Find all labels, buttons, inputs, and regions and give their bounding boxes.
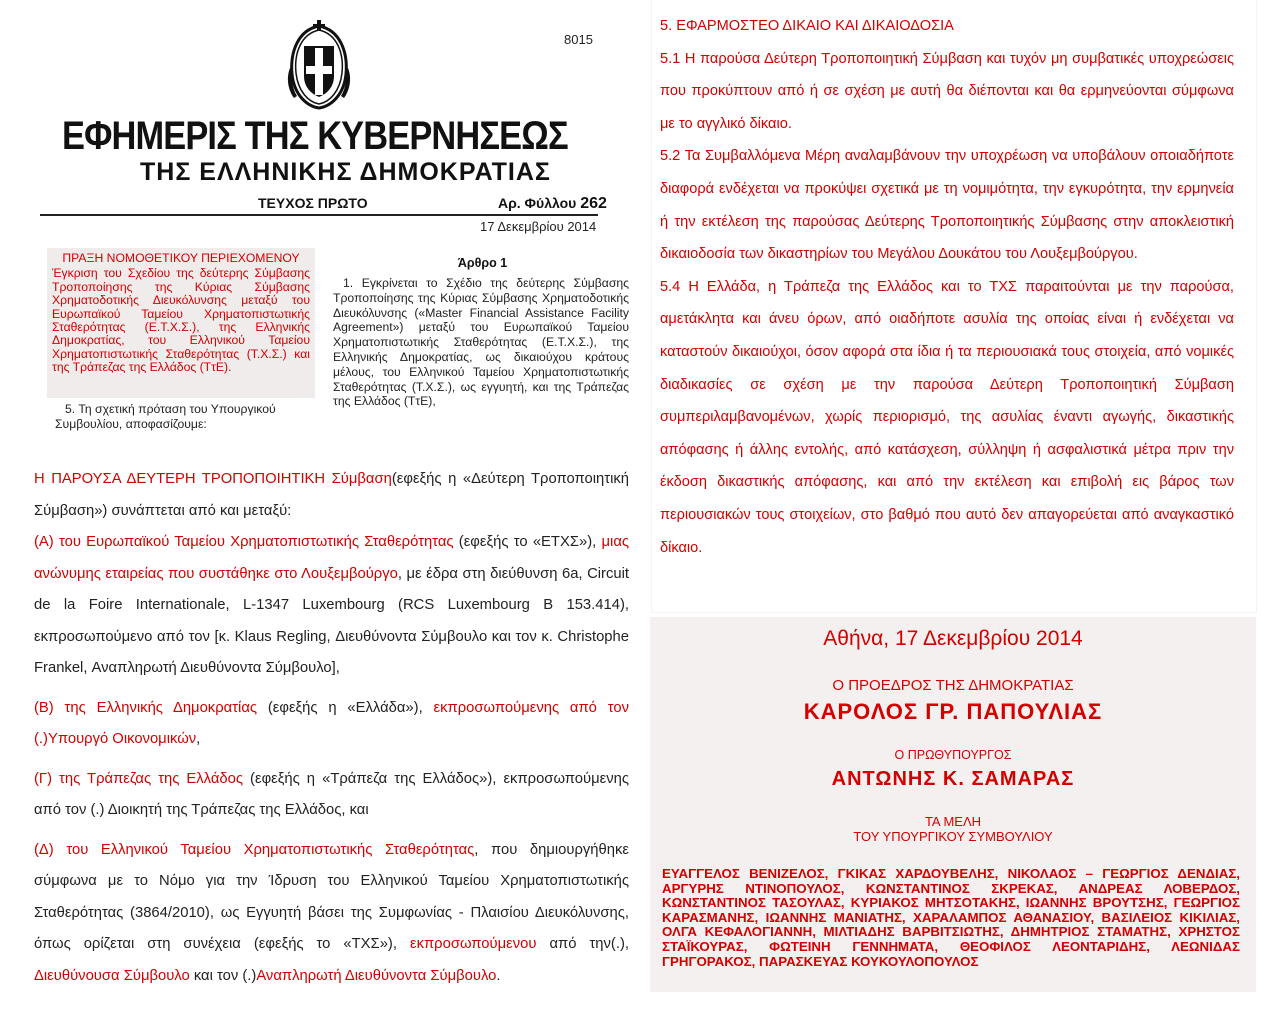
act-body: Έγκριση του Σχεδίου της δεύτερης Σύμβασης Τροποποίησης της Κύριας Σύμβασης Χρηματοδοτικής Διευκόλυνσης μεταξύ του Ευρωπαϊκού Ταμείου Χρηματοπιστωτικής Σταθερότητας (Ε.Τ.Χ.Σ.), της Ελληνικής Δημοκρατίας, του Ελληνικού Ταμείου Χρηματοπιστωτικής Σταθερότητας (Τ.Χ.Σ.) και της Τράπεζας της Ελλάδος (ΤτΕ). <box>52 266 310 375</box>
party-d-ceo: Διευθύνουσα Σύμβουλο <box>34 967 190 984</box>
law-clause-text <box>660 14 1234 564</box>
contract-intro <box>34 464 629 527</box>
article-title: Άρθρο 1 <box>457 256 508 270</box>
clause-5-2: 5.2 Τα Συμβαλλόμενα Μέρη αναλαμβάνουν την υποχρέωση να υποβάλουν οποιαδήποτε διαφορά ενδέχεται να προκύψει σχετικά με τη νομιμότητα, την εγκυρότητα, την ερμηνεία ή την εκτέλεση της παρούσας Δεύτερης Τροποποιητικής Σύμβασης στην αποκλειστική δικαιοδοσία των δικαστηρίων του Μεγάλου Δουκάτου του Λουξεμβούργου. <box>660 148 1234 263</box>
sheet-number: 262 <box>580 195 607 212</box>
party-d-and: και τον (.) <box>189 967 257 984</box>
party-d <box>34 835 629 993</box>
gazette-header <box>30 18 610 240</box>
party-c <box>34 764 629 827</box>
members-heading-2: ΤΟΥ ΥΠΟΥΡΓΙΚΟΥ ΣΥΜΒΟΥΛΙΟΥ <box>853 829 1053 844</box>
cabinet-members-list: ΕΥΑΓΓΕΛΟΣ ΒΕΝΙΖΕΛΟΣ, ΓΚΙΚΑΣ ΧΑΡΔΟΥΒΕΛΗΣ, ΝΙΚΟΛΑΟΣ – ΓΕΩΡΓΙΟΣ ΔΕΝΔΙΑΣ, ΑΡΓΥΡΗΣ ΝΤΙΝΟΠΟΥΛΟΣ, ΚΩΝΣΤΑΝΤΙΝΟΣ ΣΚΡΕΚΑΣ, ΑΝΔΡΕΑΣ ΛΟΒΕΡΔΟΣ, ΚΩΝΣΤΑΝΤΙΝΟΣ ΤΑΣΟΥΛΑΣ, ΚΥΡΙΑΚΟΣ ΜΗΤΣΟΤΑΚΗΣ, ΙΩΑΝΝΗΣ ΒΡΟΥΤΣΗΣ, ΓΕΩΡΓΙΟΣ ΚΑΡΑΣΜΑΝΗΣ, ΙΩΑΝΝΗΣ ΜΑΝΙΑΤΗΣ, ΧΑΡΑΛΑΜΠΟΣ ΑΘΑΝΑΣΙΟΥ, ΒΑΣΙΛΕΙΟΣ ΚΙΚΙΛΙΑΣ, ΟΛΓΑ ΚΕΦΑΛΟΓΙΑΝΝΗ, ΜΙΛΤΙΑΔΗΣ ΒΑΡΒΙΤΣΙΩΤΗΣ, ΔΗΜΗΤΡΙΟΣ ΣΤΑΜΑΤΗΣ, ΧΡΗΣΤΟΣ ΣΤΑΪΚΟΥΡΑΣ, ΦΩΤΕΙΝΗ ΓΕΝΝΗΜΑΤΑ, ΘΕΟΦΙΛΟΣ ΛΕΟΝΤΑΡΙΔΗΣ, ΛΕΩΝΙΔΑΣ ΓΡΗΓΟΡΑΚΟΣ, ΠΑΡΑΣΚΕΥΑΣ ΚΟΥΚΟΥΛΟΠΟΥΛΟΣ <box>662 866 1240 969</box>
party-b-name: (Β) της Ελληνικής Δημοκρατίας <box>34 699 257 716</box>
greek-coat-of-arms-icon <box>284 18 354 114</box>
president-title: Ο ΠΡΟΕΔΡΟΣ ΤΗΣ ΔΗΜΟΚΡΑΤΙΑΣ <box>832 677 1074 694</box>
party-a-name: (Α) του Ευρωπαϊκού Ταμείου Χρηματοπιστωτικής Σταθερότητας <box>34 534 454 550</box>
header-rule <box>40 214 598 216</box>
prime-minister-name: ΑΝΤΩΝΗΣ Κ. ΣΑΜΑΡΑΣ <box>831 768 1075 790</box>
party-b-representative: εκπροσωπούμενης από τον (.)Υπουργό Οικονομικών <box>34 699 629 747</box>
contract-intro-emphasis: Η ΠΑΡΟΥΣΑ ΔΕΥΤΕΡΗ ΤΡΟΠΟΠΟΙΗΤΙΚΗ Σύμβαση <box>34 471 392 487</box>
party-d-details: , που δημιουργήθηκε σύμφωνα με το Νόμο για την Ίδρυση του Ελληνικού Ταμείου Χρηματοπιστωτικής Σταθερότητας (3864/2010), ως Εγγυητή βάσει της Συμφωνίας - Πλαισίου Διευκόλυνσης, όπως ορίζεται στη συνέχεια (εφεξής το «ΤΧΣ»), <box>34 841 629 952</box>
party-d-represented: εκπροσωπούμενου <box>409 936 537 952</box>
members-heading-1: ΤΑ ΜΕΛΗ <box>924 814 982 829</box>
contract-text <box>34 464 629 992</box>
act-heading: ΠΡΑΞΗ ΝΟΜΟΘΕΤΙΚΟΥ ΠΕΡΙΕΧΟΜΕΝΟΥ <box>62 251 300 265</box>
party-a-type: μιας ανώνυμης εταιρείας που συστάθηκε στο Λουξεμβούργο <box>34 534 630 582</box>
signing-date: Αθήνα, 17 Δεκεμβρίου 2014 <box>823 627 1083 650</box>
party-b <box>34 693 629 756</box>
clause-5-4: 5.4 Η Ελλάδα, η Τράπεζα της Ελλάδος και το ΤΧΣ παραιτούνται με την παρούσα, αμετάκλητα και άνευ όρων, από οιαδήποτε ασυλία της οποίας είναι ή ενδέχεται να καταστούν δικαιούχοι, όσον αφορά στα ίδια ή τα περιουσιακά τους στοιχεία, από νομικές διαδικασίες σε σχέση με την παρούσα Δεύτερη Τροποποιητική Σύμβαση συμπεριλαμβανομένων, χωρίς περιορισμό, της ασυλίας έναντι αγωγής, δικαστικής απόφασης ή άλλης εντολής, από κατάσχεση, σύλληψη ή ασφαλιστικά μέτρα πριν την έκδοση δικαστικής απόφασης, και από την εκτέλεση και επιβολή εις βάρος των περιουσιακών τους στοιχείων, στο βαθμό που αυτό δεν απαγορεύεται από αναγκαστικό δίκαιο. <box>660 278 1234 556</box>
party-d-deputy-ceo: Αναπληρωτή Διευθύνοντα Σύμβουλο <box>256 967 497 984</box>
law-clause-panel <box>652 0 1256 612</box>
act-summary-panel <box>47 248 315 398</box>
party-b-end: , <box>196 731 201 747</box>
page-number: 8015 <box>564 32 593 47</box>
contract-intro-rest: (εφεξής η «Δεύτερη Τροποποιητική Σύμβαση») συνάπτεται από και μεταξύ: <box>34 471 629 519</box>
article-body: 1. Εγκρίνεται το Σχέδιο της δεύτερης Σύμβασης Τροποποίησης της Κύριας Σύμβασης Χρηματοδοτικής Διευκόλυνσης («Master Financial Assistance Facility Agreement») μεταξύ του Ευρωπαϊκού Ταμείου Χρηματοπιστωτικής Σταθερότητας (Ε.Τ.Χ.Σ.), της Ελληνικής Δημοκρατίας, ως δικαιούχου κράτους μέλους, του Ελληνικού Ταμείου Χρηματοπιστωτικής Σταθερότητας (Τ.Χ.Σ.), ως εγγυητή, και της Τράπεζας της Ελλάδος (ΤτΕ), <box>333 276 629 409</box>
act-note: 5. Τη σχετική πρόταση του Υπουργικού Συμβουλίου, αποφασίζουμε: <box>55 402 276 431</box>
party-b-alias: (εφεξής η «Ελλάδα»), <box>257 699 434 716</box>
party-d-end: . <box>496 967 501 984</box>
president-name: ΚΑΡΟΛΟΣ ΓΡ. ΠΑΠΟΥΛΙΑΣ <box>803 699 1103 724</box>
clause-5-1: 5.1 Η παρούσα Δεύτερη Τροποποιητική Σύμβαση και τυχόν μη συμβατικές υποχρεώσεις που προκύπτουν από ή σε σχέση με αυτή θα διέπονται και θα ερμηνεύονται σύμφωνα με το αγγλικό δίκαιο. <box>660 50 1234 132</box>
signature-panel <box>650 617 1256 992</box>
sheet-number-label <box>498 195 607 213</box>
party-d-name: (Δ) του Ελληνικού Ταμείου Χρηματοπιστωτικής Σταθερότητας <box>34 841 475 858</box>
party-a-details: , με έδρα στη διεύθυνση 6a, Circuit de la Foire Internationale, L-1347 Luxembourg (RCS Luxembourg B 153.414), εκπροσωπούμενο από τον [κ. Klaus Regling, Διευθύνοντα Σύμβουλο και τον κ. Christophe Frankel, Αναπληρωτή Διευθύνοντα Σύμβουλο], <box>34 565 629 676</box>
issue-label: ΤΕΥΧΟΣ ΠΡΩΤΟ <box>258 195 368 211</box>
party-c-details: (εφεξής η «Τράπεζα της Ελλάδος»), εκπροσωπούμενης από τον (.) Διοικητή της Τράπεζας της Ελλάδος, και <box>34 770 629 818</box>
sheet-label-text: Αρ. Φύλλου <box>498 195 577 211</box>
gazette-title: ΕΦΗΜΕΡΙΣ ΤΗΣ ΚΥΒΕΡΝΗΣΕΩΣ <box>62 114 568 158</box>
law-heading: 5. ΕΦΑΡΜΟΣΤΕΟ ΔΙΚΑΙΟ ΚΑΙ ΔΙΚΑΙΟΔΟΣΙΑ <box>660 18 954 34</box>
prime-minister-title: Ο ΠΡΩΘΥΠΟΥΡΓΟΣ <box>894 748 1012 762</box>
gazette-subtitle: ΤΗΣ ΕΛΛΗΝΙΚΗΣ ΔΗΜΟΚΡΑΤΙΑΣ <box>140 158 551 186</box>
gazette-date: 17 Δεκεμβρίου 2014 <box>480 219 597 234</box>
party-a <box>34 527 629 685</box>
party-d-by: από την(.), <box>536 936 630 952</box>
party-a-alias: (εφεξής το «ΕΤΧΣ»), <box>453 534 602 550</box>
party-c-name: (Γ) της Τράπεζας της Ελλάδος <box>34 770 243 787</box>
